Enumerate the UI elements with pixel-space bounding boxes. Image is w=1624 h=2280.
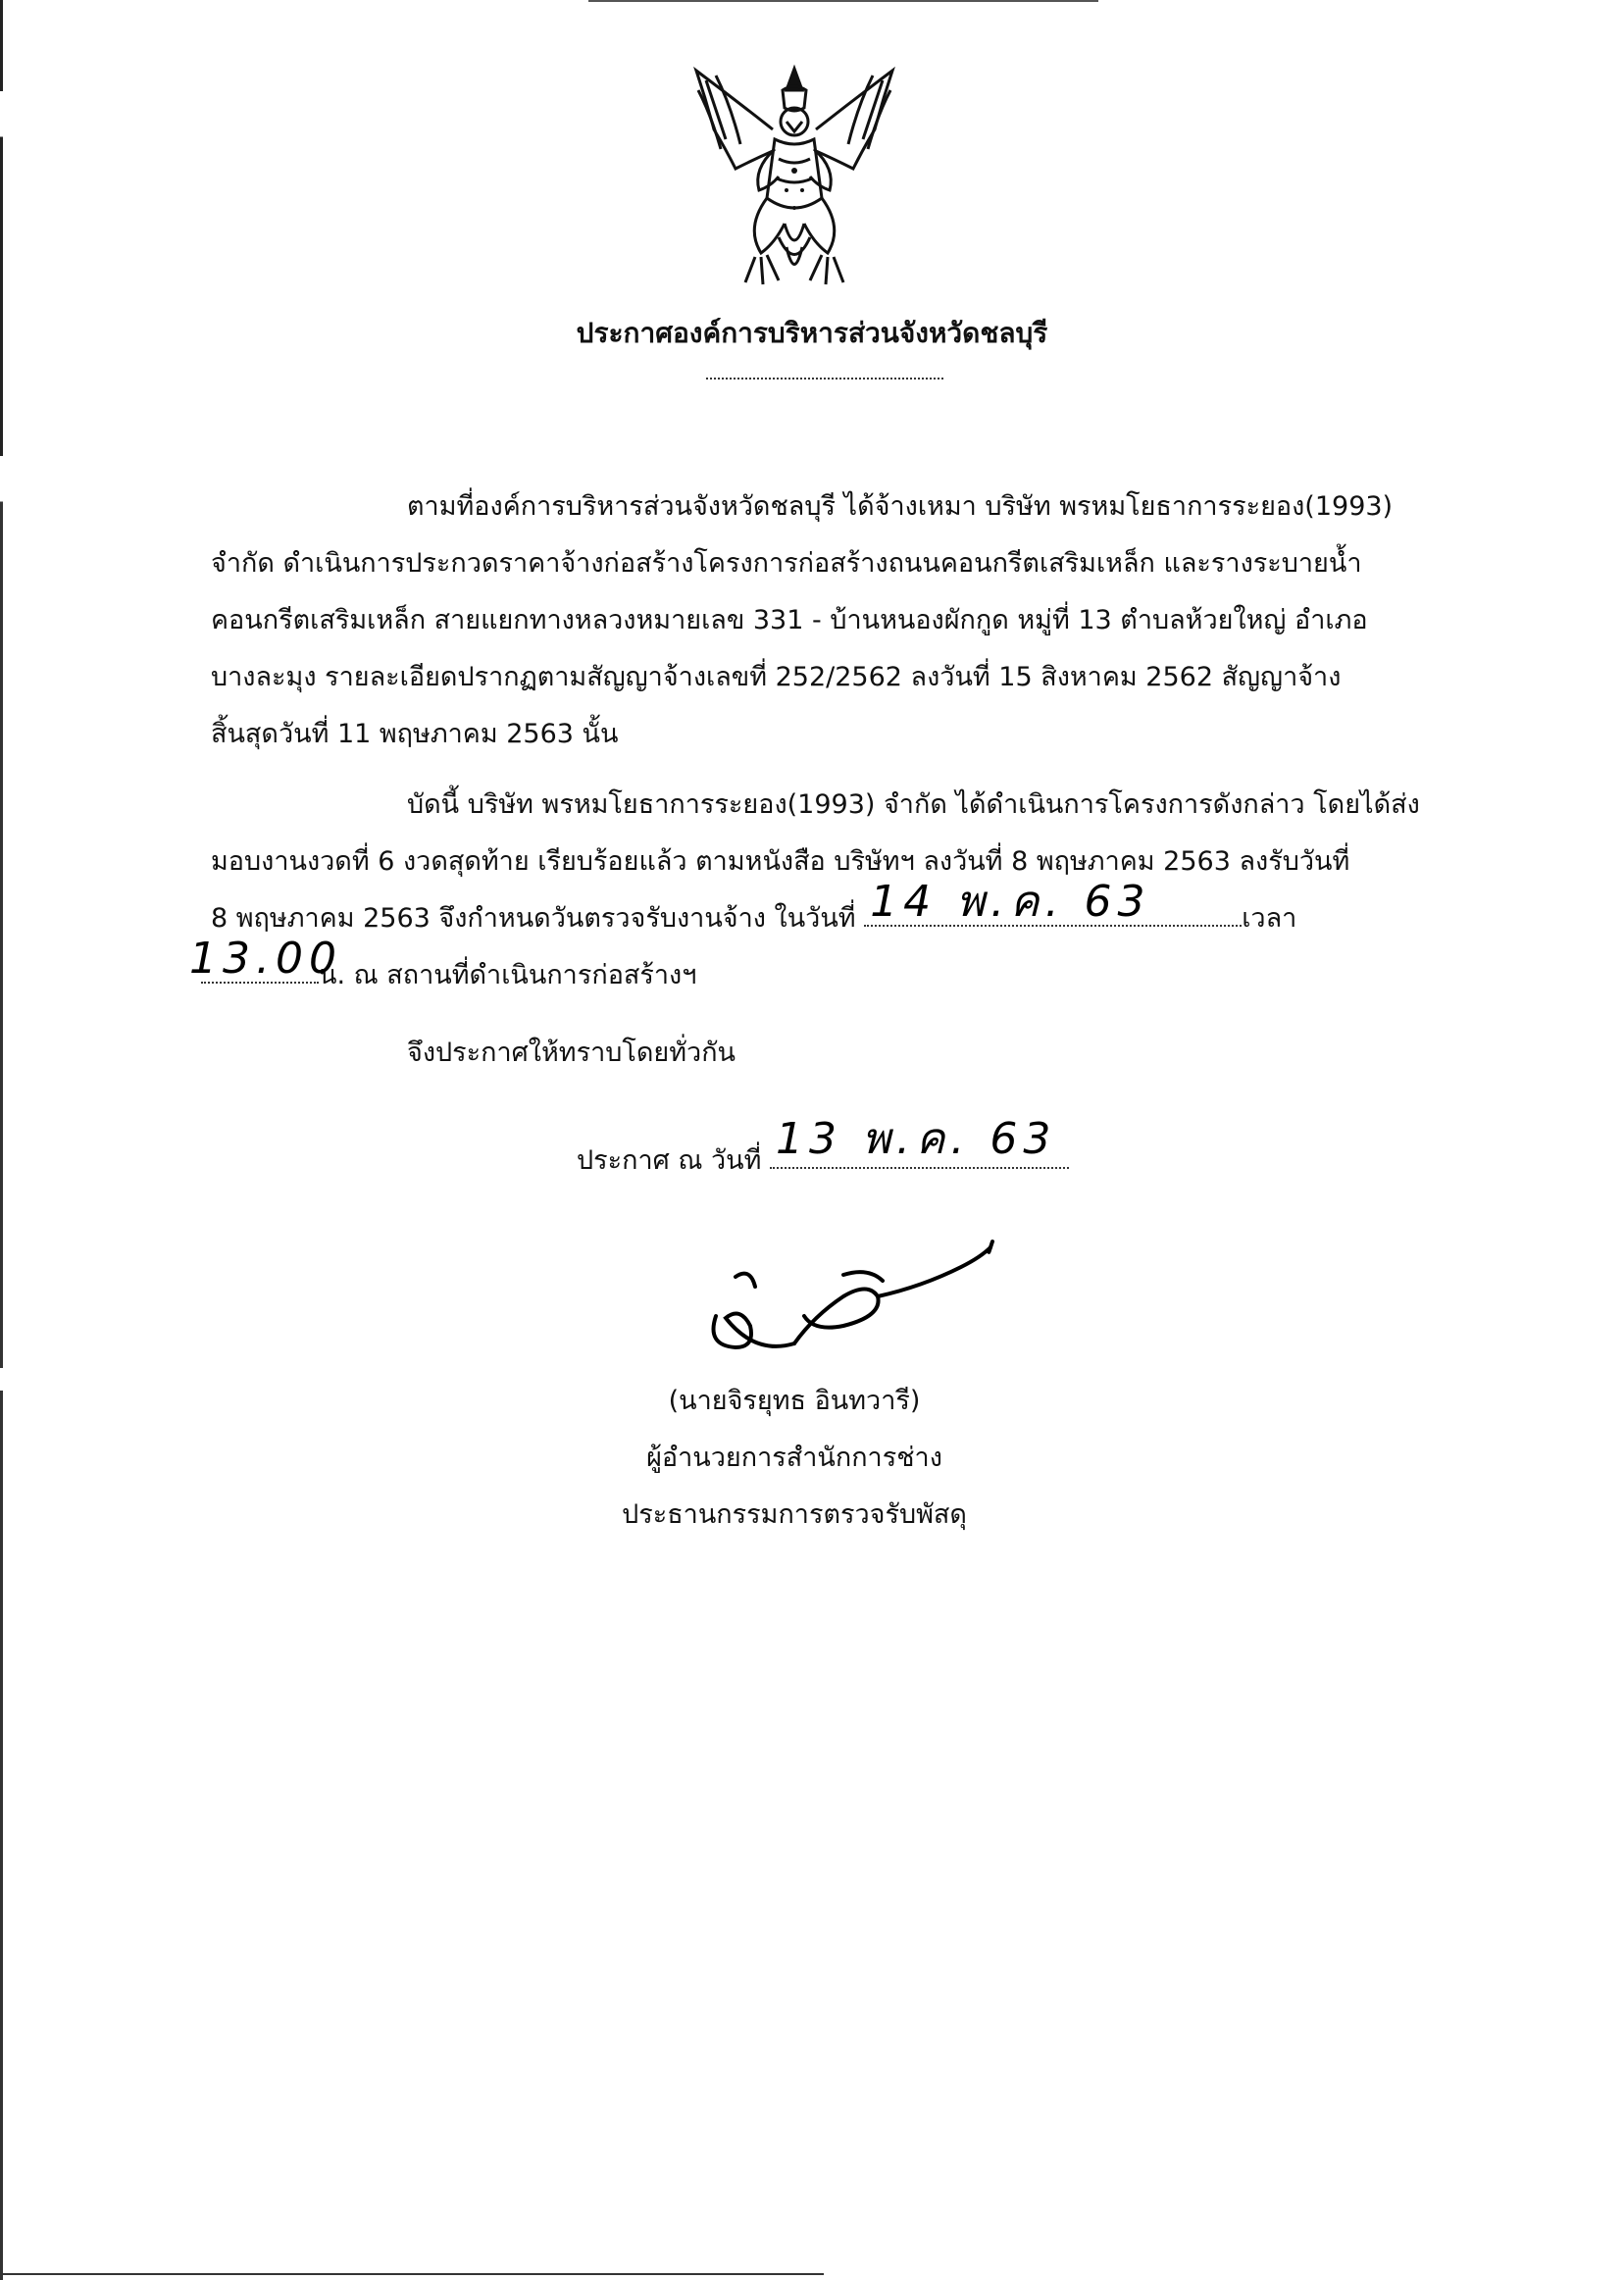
inspection-date-field bbox=[864, 877, 1242, 927]
text-line: คอนกรีตเสริมเหล็ก สายแยกทางหลวงหมายเลข 331 - บ้านหนองผักกูด หมู่ที่ 13 ตำบลห้วยใหญ่ อำเภอ bbox=[211, 605, 1368, 635]
title-dotted-rule bbox=[706, 378, 943, 380]
text-segment: น. ณ สถานที่ดำเนินการก่อสร้างฯ bbox=[319, 960, 697, 990]
scan-edge-top bbox=[588, 0, 1098, 2]
signature-image bbox=[696, 1238, 1020, 1365]
text-line: มอบงานงวดที่ 6 งวดสุดท้าย เรียบร้อยแล้ว ตามหนังสือ บริษัทฯ ลงวันที่ 8 พฤษภาคม 2563 ลงรับวันที่ bbox=[211, 846, 1350, 877]
signature-block bbox=[549, 1373, 1040, 1544]
text-line bbox=[189, 934, 1466, 1004]
text-line: บัดนี้ บริษัท พรหมโยธาการระยอง(1993) จำกัด ได้ดำเนินการโครงการดังกล่าว โดยได้ส่ง bbox=[407, 789, 1420, 820]
text-line: สิ้นสุดวันที่ 11 พฤษภาคม 2563 นั้น bbox=[211, 719, 619, 749]
announcement-date-line bbox=[577, 1114, 1069, 1181]
text-line: บางละมุง รายละเอียดปรากฏตามสัญญาจ้างเลขที่ 252/2562 ลงวันที่ 15 สิงหาคม 2562 สัญญาจ้าง bbox=[211, 662, 1342, 692]
paragraph-2 bbox=[189, 777, 1466, 1004]
text-line: ตามที่องค์การบริหารส่วนจังหวัดชลบุรี ได้จ้างเหมา บริษัท พรหมโยธาการระยอง(1993) bbox=[407, 491, 1394, 522]
text-segment: 8 พฤษภาคม 2563 จึงกำหนดวันตรวจรับงานจ้าง ในวันที่ bbox=[211, 903, 856, 934]
text-segment: เวลา bbox=[1242, 903, 1297, 934]
announcement-date-field bbox=[770, 1114, 1069, 1169]
signer-name: (นายจิรยุทธ อินทวารี) bbox=[668, 1386, 921, 1416]
text-line: จึงประกาศให้ทราบโดยทั่วกัน bbox=[407, 1038, 736, 1068]
handwritten-announcement-date: 13 พ.ค. 63 bbox=[776, 1114, 1057, 1164]
scan-edge bbox=[0, 0, 3, 2280]
scan-edge-bottom bbox=[0, 2273, 824, 2275]
text-line bbox=[211, 877, 1466, 947]
paragraph-3 bbox=[211, 1025, 1466, 1082]
garuda-emblem-icon bbox=[677, 61, 912, 296]
paragraph-1 bbox=[211, 479, 1466, 763]
handwritten-inspection-time: 13.00 bbox=[189, 934, 342, 984]
text-segment: ประกาศ ณ วันที่ bbox=[577, 1145, 762, 1176]
signer-role: ประธานกรรมการตรวจรับพัสดุ bbox=[622, 1499, 967, 1530]
document-title: ประกาศองค์การบริหารส่วนจังหวัดชลบุรี bbox=[576, 317, 1048, 349]
inspection-time-field bbox=[189, 934, 342, 984]
handwritten-inspection-date: 14 พ.ค. 63 bbox=[870, 877, 1151, 927]
signer-position: ผู้อำนวยการสำนักการช่าง bbox=[646, 1443, 942, 1473]
text-line: จำกัด ดำเนินการประกวดราคาจ้างก่อสร้างโครงการก่อสร้างถนนคอนกรีตเสริมเหล็ก และรางระบายน้ำ bbox=[211, 548, 1362, 579]
